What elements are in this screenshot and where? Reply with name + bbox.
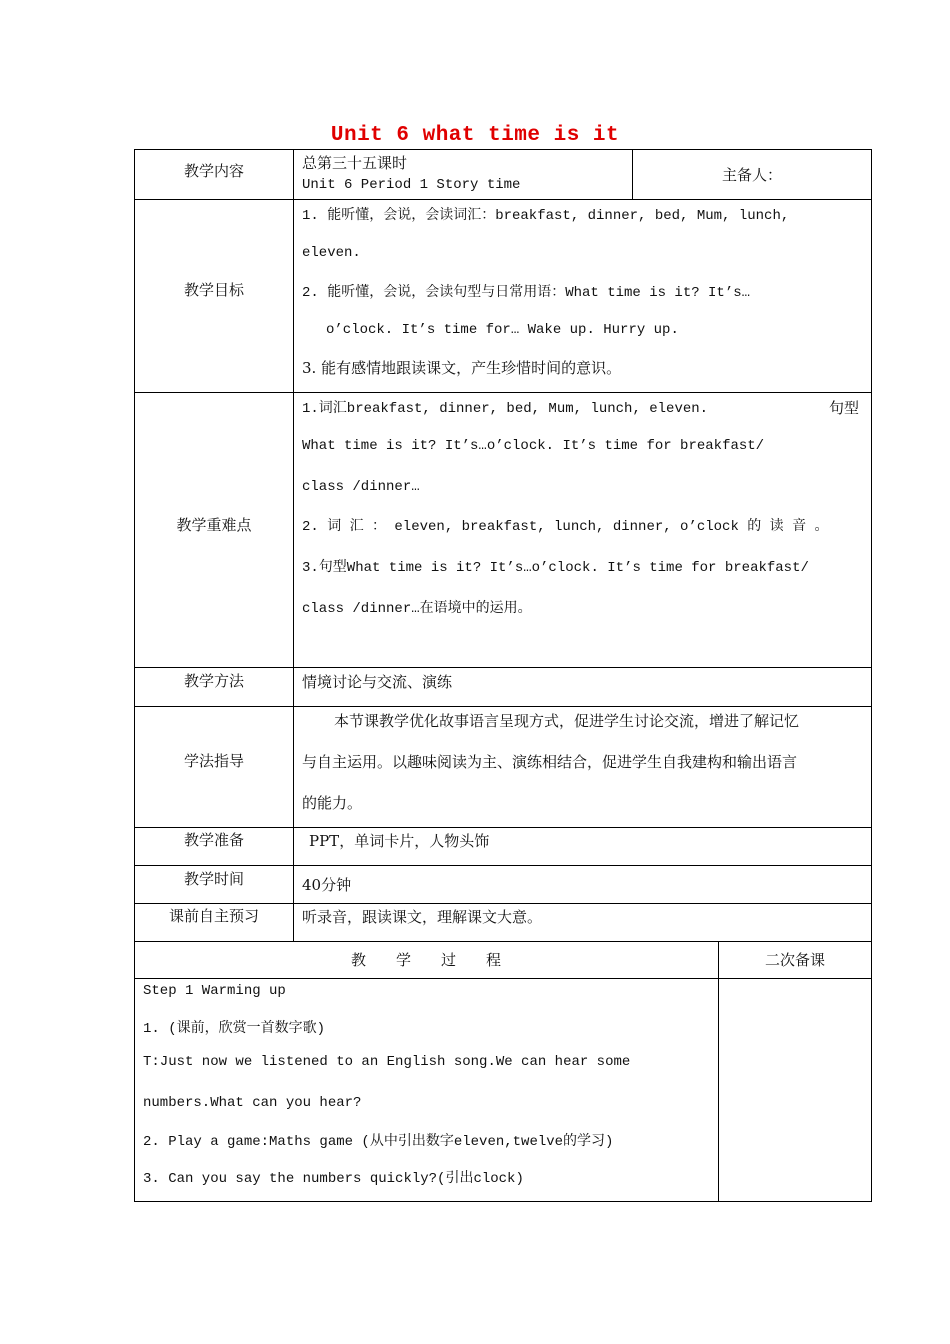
label-goals: 教学目标: [183, 281, 244, 299]
process-line-2: 1. (课前，欣赏一首数字歌): [143, 1021, 326, 1037]
label-preparation: 教学准备: [183, 831, 244, 849]
goals-line-3: 2. 能听懂，会说，会读句型与日常用语：What time is it? It’s…: [302, 285, 751, 301]
process-line-6: 3. Can you say the numbers quickly?(引出clock): [143, 1171, 524, 1187]
process-line-4: numbers.What can you hear?: [143, 1095, 362, 1111]
keypoints-line-2: What time is it? It’s…o’clock. It’s time for breakfast/: [302, 438, 765, 454]
second-prep-header: 二次备课: [764, 951, 825, 969]
keypoints-line-4: 2. 词 汇 ： eleven, breakfast, lunch, dinner, o’clock 的 读 音 。: [302, 519, 829, 535]
guide-line-1: 本节课教学优化故事语言呈现方式，促进学生讨论交流，增进了解记忆: [334, 712, 800, 730]
label-time: 教学时间: [183, 870, 244, 888]
time-text: 40分钟: [302, 876, 352, 894]
document-title: Unit 6 what time is it: [330, 124, 620, 147]
table-border-right: [871, 149, 872, 1202]
lesson-plan-table: [134, 149, 872, 1202]
label-preview: 课前自主预习: [168, 907, 259, 925]
row-divider: [134, 978, 872, 979]
keypoints-line-5: 3.句型What time is it? It’s…o’clock. It’s time for breakfast/: [302, 560, 809, 576]
keypoints-line-1-tail: 句型: [829, 399, 860, 417]
process-line-1: Step 1 Warming up: [143, 983, 286, 999]
keypoints-line-6: class /dinner…在语境中的运用。: [302, 601, 532, 617]
guide-line-2: 与自主运用。以趣味阅读为主、演练相结合，促进学生自我建构和输出语言: [302, 753, 798, 771]
guide-line-3: 的能力。: [302, 794, 363, 812]
lesson-unit-period: Unit 6 Period 1 Story time: [302, 177, 521, 193]
preview-text: 听录音，跟读课文，理解课文大意。: [302, 908, 543, 926]
label-content: 教学内容: [183, 161, 244, 180]
process-header: 教 学 过 程: [350, 951, 501, 969]
keypoints-line-3: class /dinner…: [302, 479, 420, 495]
method-text: 情境讨论与交流、演练: [302, 673, 453, 691]
goals-line-2: eleven.: [302, 245, 361, 261]
second-prep-column-divider: [718, 941, 719, 1201]
goals-line-4: o’clock. It’s time for… Wake up. Hurry up.: [326, 322, 679, 338]
lesson-number: 总第三十五课时: [302, 154, 408, 172]
goals-line-5: 3. 能有感情地跟读课文，产生珍惜时间的意识。: [302, 359, 622, 377]
label-method: 教学方法: [183, 672, 244, 690]
process-line-3: T:Just now we listened to an English song.We can hear some: [143, 1054, 631, 1070]
process-line-5: 2. Play a game:Maths game (从中引出数字eleven,twelve的学习): [143, 1134, 614, 1150]
keypoints-line-1: 1.词汇breakfast, dinner, bed, Mum, lunch, eleven.: [302, 401, 709, 417]
goals-line-1: 1. 能听懂，会说，会读词汇：breakfast, dinner, bed, Mum, lunch,: [302, 208, 790, 224]
preparer-label: 主备人：: [721, 166, 782, 184]
label-study-guide: 学法指导: [183, 752, 244, 770]
label-key-points: 教学重难点: [176, 516, 252, 534]
table-border-bottom: [134, 1201, 872, 1202]
preparation-text: PPT，单词卡片，人物头饰: [309, 832, 490, 850]
